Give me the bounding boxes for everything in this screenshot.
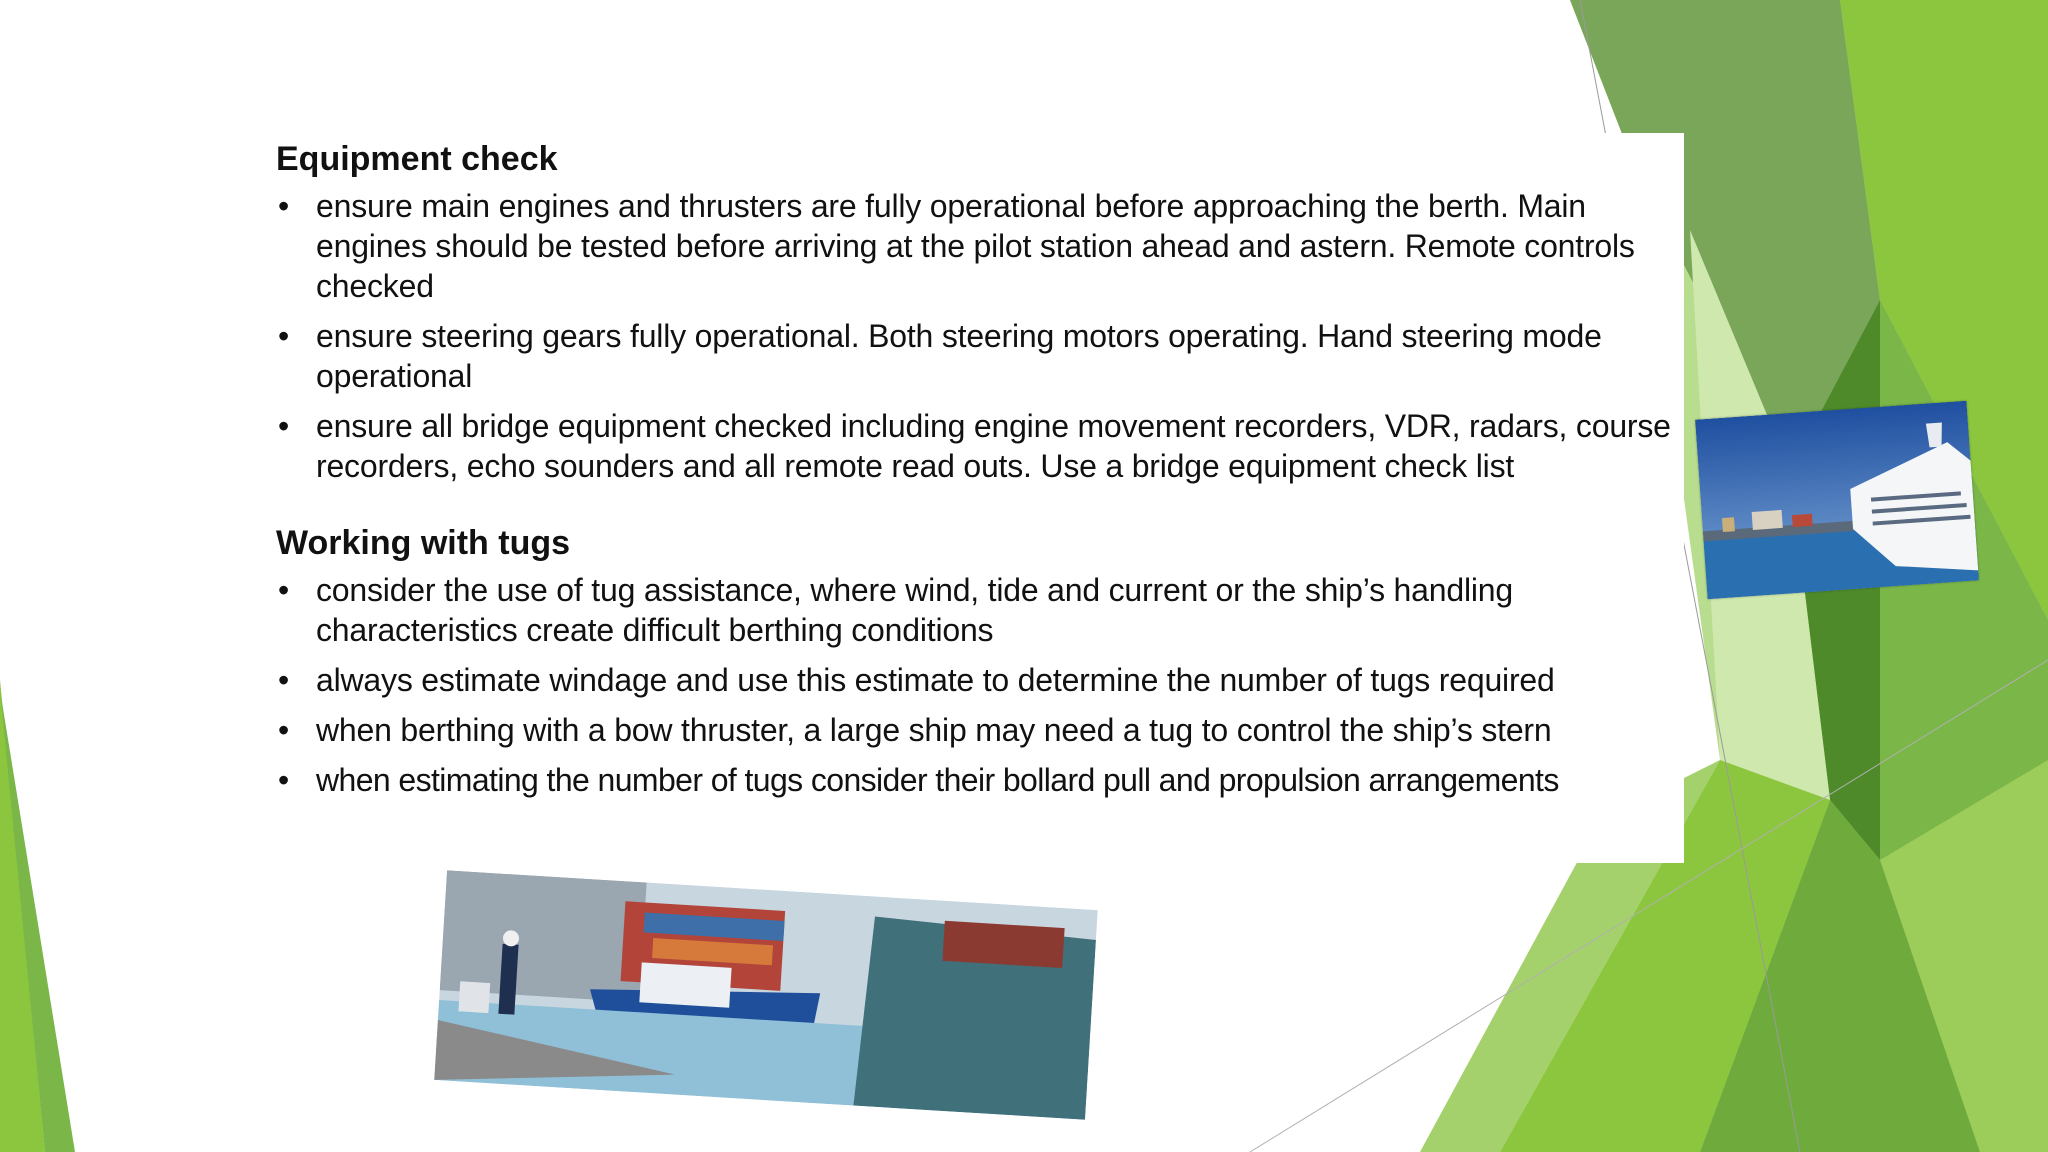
bullet-icon: • <box>278 188 290 224</box>
bullet-icon: • <box>278 318 290 354</box>
equipment-check-list <box>276 186 1686 486</box>
working-with-tugs-list <box>276 570 1686 800</box>
list-item <box>276 760 1686 800</box>
slide-content <box>276 138 1686 810</box>
list-item-text: always estimate windage and use this estimate to determine the number of tugs required <box>316 662 1555 698</box>
list-item-text: consider the use of tug assistance, where wind, tide and current or the ship’s handling characteristics create difficult berthing conditions <box>316 572 1513 648</box>
list-item <box>276 710 1686 750</box>
list-item <box>276 186 1686 306</box>
cruise-ship-photo <box>1695 401 1979 600</box>
list-item-text: when berthing with a bow thruster, a large ship may need a tug to control the ship’s stern <box>316 712 1552 748</box>
list-item-text: ensure all bridge equipment checked including engine movement recorders, VDR, radars, course recorders, echo sounders and all remote read outs. Use a bridge equipment check list <box>316 408 1671 484</box>
bullet-icon: • <box>278 408 290 444</box>
list-item <box>276 316 1686 396</box>
list-item <box>276 660 1686 700</box>
bullet-icon: • <box>278 662 290 698</box>
list-item <box>276 406 1686 486</box>
bullet-icon: • <box>278 572 290 608</box>
section-heading-equipment-check: Equipment check <box>276 140 558 178</box>
bullet-icon: • <box>278 712 290 748</box>
list-item-text: ensure steering gears fully operational. Both steering motors operating. Hand steering mode operational <box>316 318 1602 394</box>
bullet-icon: • <box>278 762 289 798</box>
list-item-text: when estimating the number of tugs consider their bollard pull and propulsion arrangements <box>316 762 1559 798</box>
list-item <box>276 570 1686 650</box>
list-item-text: ensure main engines and thrusters are fully operational before approaching the berth. Main engines should be tested before arriving at the pilot station ahead and astern. Remote controls checked <box>316 188 1635 304</box>
port-dock-photo <box>434 870 1098 1119</box>
section-heading-working-with-tugs: Working with tugs <box>276 524 571 562</box>
